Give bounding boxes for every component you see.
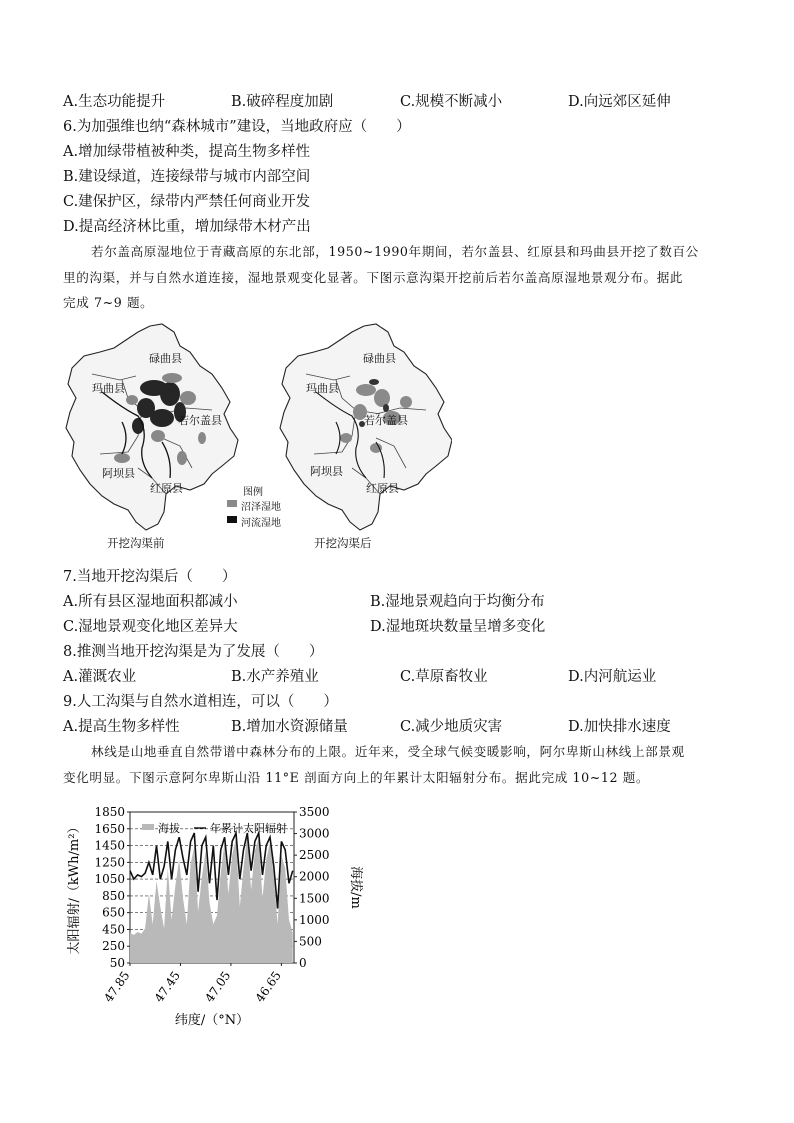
q9-stem: 9.人工沟渠与自然水道相连，可以（ ）: [63, 694, 338, 710]
q6-stem: 6.为加强维也纳“森林城市”建设，当地政府应（ ）: [63, 119, 411, 135]
y-right-tick-label: 3000: [299, 826, 330, 841]
x-tick-label: 47.05: [202, 968, 234, 1005]
y-right-tick-label: 2500: [299, 848, 330, 863]
passage1-line1: 若尔盖高原湿地位于青藏高原的东北部，1950~1990年期间，若尔盖县、红原县和玛曲县开挖了数百公: [91, 244, 699, 259]
y-right-tick-label: 2000: [299, 869, 330, 884]
y-left-tick-label: 1650: [94, 821, 125, 836]
right-map-label-luqu: 碌曲县: [363, 352, 396, 365]
left-map-caption: 开挖沟渠前: [107, 536, 165, 550]
left-map-label-hongyuan: 红原县: [150, 482, 183, 495]
q5-option-c: C.规模不断减小: [400, 94, 503, 110]
left-map-label-luqu: 碌曲县: [149, 352, 182, 365]
q7-option-c: C.湿地景观变化地区差异大: [63, 619, 238, 635]
solar-radiation-chart: [62, 798, 372, 1033]
q5-option-d: D.向远郊区延伸: [568, 94, 671, 110]
passage2-line2: 变化明显。下图示意阿尔卑斯山沿 11°E 剖面方向上的年累计太阳辐射分布。据此完成 10~12 题。: [63, 770, 650, 785]
y-left-tick-label: 850: [102, 888, 125, 903]
y-right-tick-label: 3500: [299, 805, 330, 819]
map-legend: [227, 500, 237, 523]
y-left-tick-label: 1250: [94, 855, 125, 870]
y-left-tick-label: 1850: [94, 805, 125, 819]
q8-stem: 8.推测当地开挖沟渠是为了发展（ ）: [63, 644, 324, 660]
right-map-label-hongyuan: 红原县: [366, 482, 399, 495]
q8-option-d: D.内河航运业: [568, 669, 657, 685]
q8-option-a: A.灌溉农业: [63, 669, 137, 685]
q6-option-b: B.建设绿道，连接绿带与城市内部空间: [63, 169, 311, 185]
right-map-caption: 开挖沟渠后: [314, 536, 372, 550]
q6-option-d: D.提高经济林比重，增加绿带木材产出: [63, 219, 311, 235]
x-tick-label: 47.85: [101, 968, 133, 1005]
legend-swatch-elevation: [142, 824, 154, 830]
q7-option-b: B.湿地景观趋向于均衡分布: [370, 594, 545, 610]
q9-option-c: C.减少地质灾害: [400, 719, 503, 735]
y-right-tick-label: 1000: [299, 912, 330, 927]
legend-swatch-marsh: [227, 500, 237, 507]
x-tick-label: 46.65: [252, 968, 284, 1005]
q9-option-b: B.增加水资源储量: [231, 719, 348, 735]
y-left-tick-label: 650: [102, 905, 125, 920]
right-map-label-aba: 阿坝县: [310, 465, 343, 478]
x-axis-title: 纬度/（°N）: [174, 1013, 250, 1028]
legend-label-marsh: 沼泽湿地: [241, 502, 281, 513]
q9-option-d: D.加快排水速度: [568, 719, 671, 735]
q7-option-d: D.湿地斑块数量呈增多变化: [370, 619, 546, 635]
legend-label-river: 河流湿地: [241, 518, 281, 529]
y-left-tick-label: 450: [102, 922, 125, 937]
q7-option-a: A.所有县区湿地面积都减小: [63, 594, 238, 610]
legend-label-radiation: 年累计太阳辐射: [210, 822, 287, 835]
legend-title: 图例: [243, 487, 263, 498]
q9-option-a: A.提高生物多样性: [63, 719, 180, 735]
q8-option-c: C.草原畜牧业: [400, 669, 488, 685]
y-left-tick-label: 1450: [94, 838, 125, 853]
passage1-line2: 里的沟渠，并与自然水道连接，湿地景观变化显著。下图示意沟渠开挖前后若尔盖高原湿地景观分布。据此: [63, 270, 684, 285]
right-map-label-maqu: 玛曲县: [306, 382, 339, 395]
passage2-line1: 林线是山地垂直自然带谱中森林分布的上限。近年来，受全球气候变暖影响，阿尔卑斯山林线上部景观: [91, 744, 685, 759]
q5-option-a: A.生态功能提升: [63, 94, 166, 110]
y-left-tick-label: 50: [109, 956, 125, 970]
x-tick-label: 47.45: [151, 968, 183, 1005]
passage1-line3: 完成 7~9 题。: [63, 295, 154, 310]
q5-option-b: B.破碎程度加剧: [231, 94, 334, 110]
legend-label-elevation: 海拔: [158, 822, 180, 835]
legend-swatch-river: [227, 516, 237, 523]
y-right-tick-label: 500: [299, 934, 322, 949]
left-map-label-maqu: 玛曲县: [92, 382, 125, 395]
q8-option-b: B.水产养殖业: [231, 669, 319, 685]
y-right-tick-label: 1500: [299, 891, 330, 906]
q6-option-c: C.建保护区，绿带内严禁任何商业开发: [63, 194, 311, 210]
left-map-label-aba: 阿坝县: [102, 467, 135, 480]
y-left-tick-label: 250: [102, 939, 125, 954]
y-right-tick-label: 0: [299, 956, 307, 970]
y-left-tick-label: 1050: [94, 872, 125, 887]
right-map-label-ruoergai: 若尔盖县: [364, 414, 408, 427]
q7-stem: 7.当地开挖沟渠后（ ）: [63, 569, 237, 585]
q6-option-a: A.增加绿带植被种类，提高生物多样性: [63, 144, 311, 160]
y-left-axis-title: 太阳辐射/（kWh/m²）: [67, 820, 82, 955]
left-map-label-ruoergai: 若尔盖县: [178, 414, 222, 427]
y-right-axis-title: 海拔/m: [348, 866, 363, 909]
